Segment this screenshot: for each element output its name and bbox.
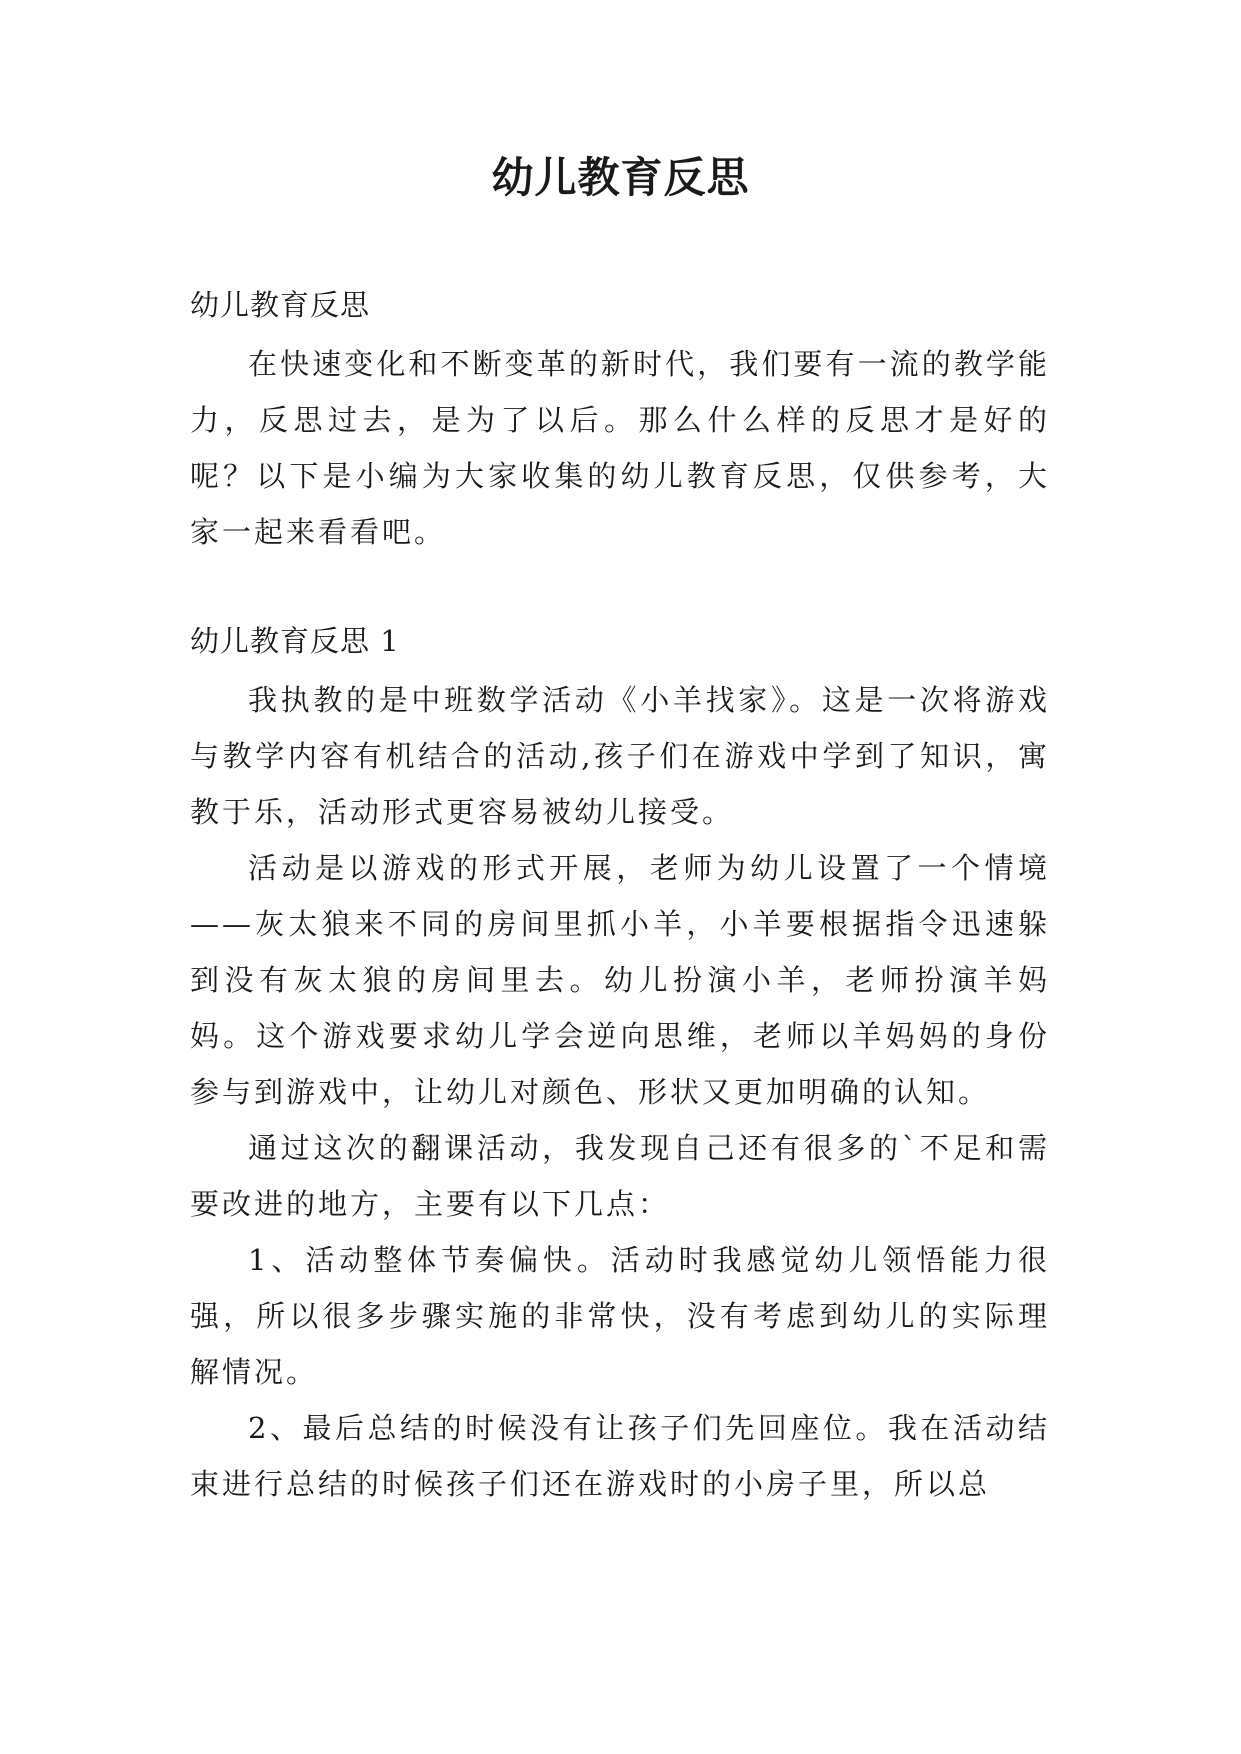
section-1-paragraph: 活动是以游戏的形式开展，老师为幼儿设置了一个情境——灰太狼来不同的房间里抓小羊，小羊要根据指令迅速躲到没有灰太狼的房间里去。幼儿扮演小羊，老师扮演羊妈妈。这个游戏要求幼儿学会逆向思维，老师以羊妈妈的身份参与到游戏中，让幼儿对颜色、形状又更加明确的认知。 [190,851,1050,1109]
document-title: 幼儿教育反思 [491,153,750,202]
section-spacer [190,560,1050,622]
intro-heading: 幼儿教育反思 [190,288,371,322]
section-1-heading: 幼儿教育反思 1 [190,624,400,658]
document-body [190,286,1050,1512]
intro-paragraph: 在快速变化和不断变革的新时代，我们要有一流的教学能力，反思过去，是为了以后。那么什么样的反思才是好的呢？以下是小编为大家收集的幼儿教育反思，仅供参考，大家一起来看看吧。 [190,347,1050,549]
section-1-paragraph: 我执教的是中班数学活动《小羊找家》。这是一次将游戏与教学内容有机结合的活动,孩子们在游戏中学到了知识，寓教于乐，活动形式更容易被幼儿接受。 [190,683,1050,829]
section-1-paragraph: 通过这次的翻课活动，我发现自己还有很多的`不足和需要改进的地方，主要有以下几点： [190,1131,1050,1221]
section-1-paragraph: 1、活动整体节奏偏快。活动时我感觉幼儿领悟能力很强，所以很多步骤实施的非常快，没有考虑到幼儿的实际理解情况。 [190,1243,1050,1389]
section-1-paragraph: 2、最后总结的时候没有让孩子们先回座位。我在活动结束进行总结的时候孩子们还在游戏时的小房子里，所以总 [190,1411,1050,1501]
